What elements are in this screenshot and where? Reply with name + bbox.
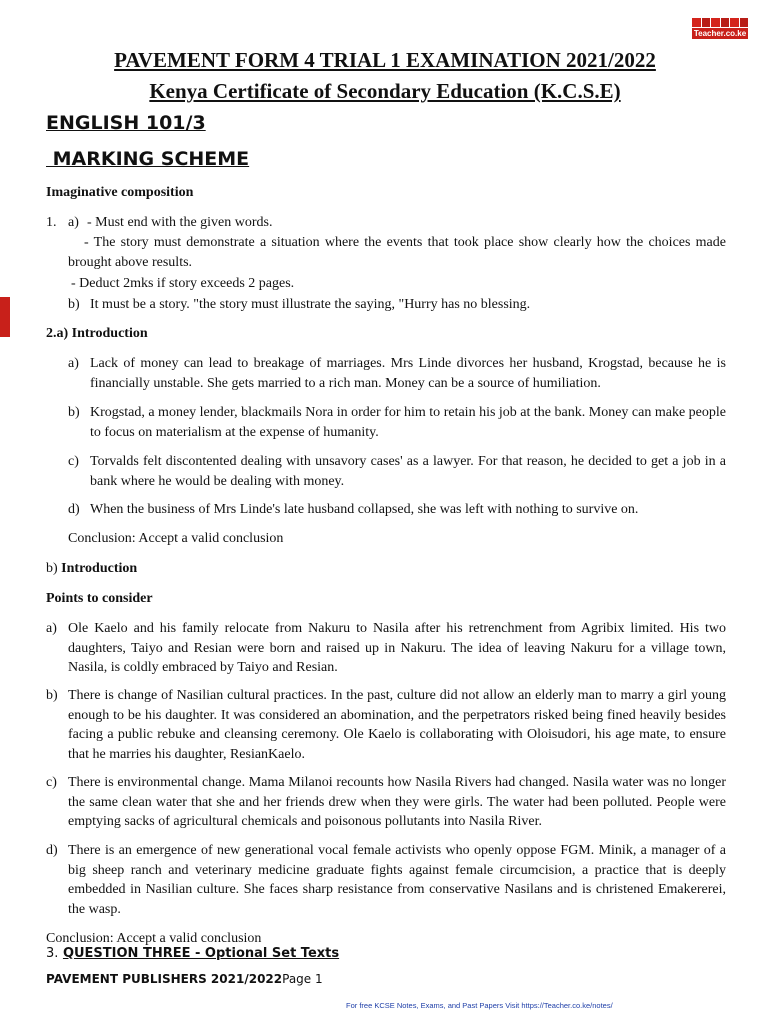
footer-publisher: PAVEMENT PUBLISHERS 2021/2022Page 1: [46, 972, 323, 986]
logo-text: Teacher.co.ke: [693, 29, 747, 38]
list-item: c) Torvalds felt discontented dealing with unsavory cases' as a lawyer. For that reason, he decided to get a job in a bank where he would be dealing with money.: [68, 454, 726, 489]
marking-scheme-heading: MARKING SCHEME: [46, 148, 250, 170]
list-item: c) There is environmental change. Mama Milanoi recounts how Nasila Rivers had changed. Nasila water was no longer the same clean water that she and her friends drew when they were girls. The water had been polluted. People were emptying sacks of agricultural chemicals and poisonous pollutants into Nasila River.: [46, 775, 726, 829]
section-2b-conclusion: Conclusion: Accept a valid conclusion: [46, 931, 262, 946]
q1-b-text: It must be a story. "the story must illustrate the saying, "Hurry has no blessing.: [90, 297, 531, 312]
q1-number: 1.: [46, 215, 57, 230]
list-item: d) There is an emergence of new generational vocal female activists who openly oppose FGM. Minik, a manager of a big sheep ranch and veterinary medicine graduate fights against female circumcision, a practice that is deeply embedded in Nasilian culture. She faces sharp resistance from conservative Nasilans and is christened Emakererei, the wasp.: [46, 843, 726, 917]
list-item: a) Lack of money can lead to breakage of marriages. Mrs Linde divorces her husband, Krogstad, because he is financially unstable. She gets married to a rich man. Money can be a source of humiliation.: [68, 356, 726, 391]
points-to-consider: Points to consider: [46, 591, 153, 606]
side-watermark-tag: [0, 297, 10, 337]
section-2a-conclusion: Conclusion: Accept a valid conclusion: [68, 531, 284, 546]
exam-subtitle: Kenya Certificate of Secondary Education (K.C.S.E): [149, 79, 621, 103]
question-three-heading: 3. QUESTION THREE - Optional Set Texts: [46, 946, 340, 961]
exam-title: PAVEMENT FORM 4 TRIAL 1 EXAMINATION 2021/2022: [114, 48, 656, 72]
list-item: d) When the business of Mrs Linde's late husband collapsed, she was left with nothing to survive on.: [68, 502, 639, 517]
q1-a-label: a): [68, 215, 79, 230]
q1-a-line1: - Must end with the given words.: [87, 215, 273, 230]
page-number: Page 1: [282, 972, 323, 986]
teacher-logo: [692, 18, 748, 40]
section-2b-heading: b) Introduction: [46, 561, 138, 576]
footer-notes-link[interactable]: For free KCSE Notes, Exams, and Past Papers Visit https://Teacher.co.ke/notes/: [346, 1001, 613, 1010]
q1-a-line3: - Deduct 2mks if story exceeds 2 pages.: [71, 276, 295, 291]
list-item: b) Krogstad, a money lender, blackmails Nora in order for him to retain his job at the bank. Money can make people to focus on materialism at the expense of humanity.: [68, 405, 726, 440]
imaginative-heading: Imaginative composition: [46, 185, 194, 200]
list-item: a) Ole Kaelo and his family relocate from Nakuru to Nasila after his retrenchment from Agribix limited. His two daughters, Taiyo and Resian were born and raised up in Nakuru. The idea of leaving Nakuru for a village town, Nasila, is coldly embraced by Taiyo and Resian.: [46, 621, 726, 675]
list-item: b) There is change of Nasilian cultural practices. In the past, culture did not allow an elderly man to marry a girl young enough to be his daughter. It was considered an abomination, and the perpetrators risked being fined heavily besides facing a public rebuke and cleansing ceremony. Ole Kaelo is collaborating with Oloisudori, his age mate, to ensure that he marries his daughter, ResianKaelo.: [46, 688, 726, 762]
section-2a-heading: 2.a) Introduction: [46, 326, 148, 341]
q1-b-label: b): [68, 297, 80, 312]
paper-code: ENGLISH 101/3: [46, 112, 206, 134]
q1-a-line2: - The story must demonstrate a situation where the events that took place show clearly how the choices made brought above results.: [68, 235, 726, 270]
